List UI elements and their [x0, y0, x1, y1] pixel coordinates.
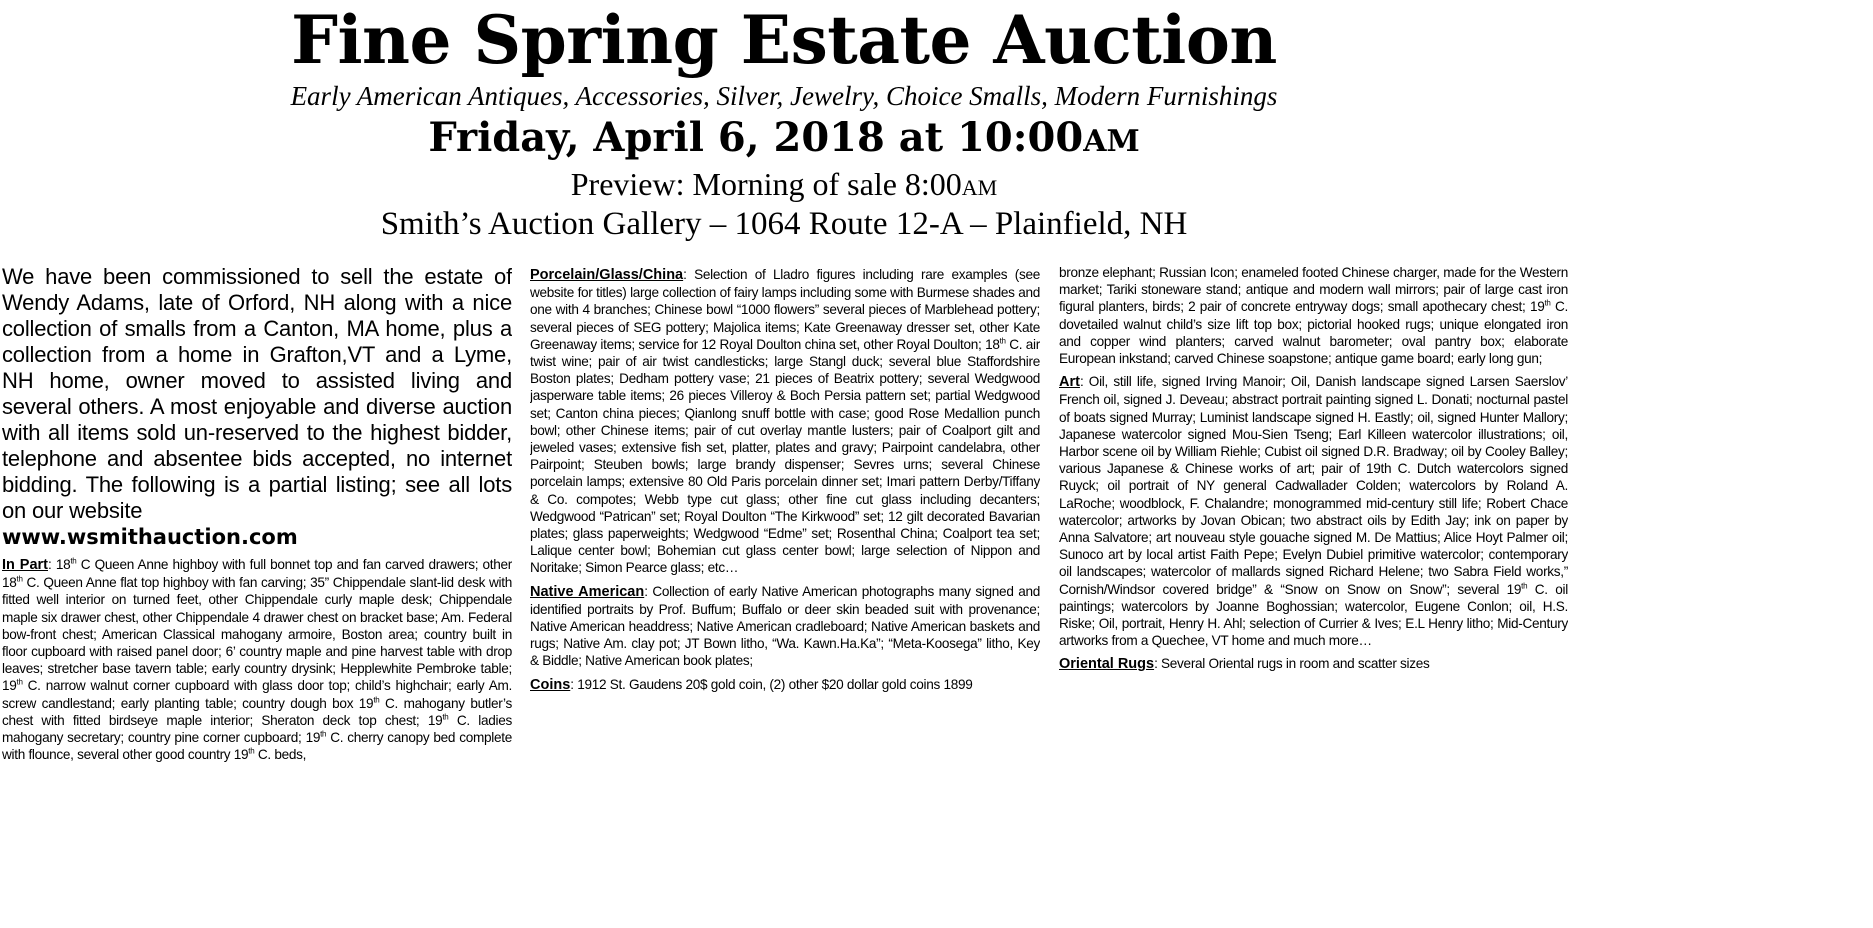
- auction-date: [0, 114, 1568, 166]
- superscript: th: [320, 729, 327, 739]
- section-continued: [1059, 264, 1568, 367]
- section-coins: [530, 676, 1040, 694]
- section-text: : Oil, still life, signed Irving Manoir; Oil, Danish landscape signed Larsen Saerslov’ French oil, signed J. Deveau; abstract portrait painting signed L. Donati; nocturnal pastel of boats signed Murray; Luminist landscape signed H. Eastly; oil, signed Hunter Mallory; Japanese watercolor signed Mou-Sien Tseng; Earl Killeen watercolor illustrations; oil, Harbor scene oil by William Riehle; Cubist oil signed D.R. Bradway; oil by Cooley Balley; various Japanese & Chinese works of art; pair of 19th C. Dutch watercolors signed Ruyck; oil portrait of NY general Cadwallader Colden; watercolors by Roland A. LaRoche; woodblock, F. Chalandre; monogrammed mid-century still life; Robert Chace watercolor; artworks by Jovan Obican; two abstract oils by Edith Jay; ink on paper by Anna Salvatore; art nouveau style gouache signed M. De Mattius; Alice Hoyt Palmer oil; Sunoco art by local artist Faith Pepe; Evelyn Dubiel primitive watercolor; contemporary oil landscapes; watercolor of mallards signed Richard Helene; two Sabra Field works,” Cornish/Windsor covered bridge” & “Snow on Snow on Snow”; several 19: [1059, 374, 1568, 597]
- section-heading: Native American: [530, 583, 645, 600]
- blank-margin: [1568, 0, 1873, 926]
- preview-time-main: Preview: Morning of sale 8:00: [570, 166, 962, 202]
- superscript: th: [373, 695, 380, 705]
- section-heading: Art: [1059, 374, 1080, 391]
- section-text: : Several Oriental rugs in room and scatter sizes: [1154, 656, 1430, 672]
- superscript: th: [999, 336, 1006, 346]
- preview-time: [0, 166, 1568, 206]
- auction-date-suffix: AM: [1083, 124, 1140, 159]
- preview-time-suffix: AM: [961, 175, 998, 200]
- section-in-part: [2, 556, 512, 763]
- section-text: C. beds,: [254, 747, 307, 763]
- column-right: [1059, 264, 1568, 926]
- section-text: C. oil paintings; watercolors by Joanne Boghossian; watercolor, Eugene Conlon; oil, H.S. Riske; Oil, portrait, Henry H. Ahl; selection of Currier & Ives; E.L Henry litho; Mid-Century artworks from a Quechee, VT home and much more…: [1059, 581, 1568, 649]
- superscript: th: [16, 574, 23, 584]
- superscript: th: [248, 746, 255, 756]
- column-middle: [530, 266, 1040, 928]
- superscript: th: [1521, 581, 1528, 591]
- section-porcelain: [530, 266, 1040, 577]
- website-link[interactable]: www.wsmithauction.com: [2, 525, 298, 549]
- section-text: C. narrow walnut corner cupboard with glass door top; child’s highchair; early Am. screw candlestand; early planting table; country dough box 19: [2, 678, 512, 711]
- section-text: : Selection of Lladro figures including rare examples (see website for titles) large collection of fairy lamps including some with Burmese shades and one with 4 branches; Chinese bowl “1000 flowers” several pieces of Marblehead pottery; several pieces of SEG pottery; Majolica items; Kate Greenaway dresser set, other Kate Greenaway items; service for 12 Royal Doulton china set, other Royal Doulton; 18: [530, 267, 1040, 352]
- auction-date-main: Friday, April 6, 2018 at 10:00: [428, 114, 1084, 161]
- section-heading: Oriental Rugs: [1059, 656, 1155, 673]
- section-text: bronze elephant; Russian Icon; enameled footed Chinese charger, made for the Western market; Tariki stoneware stand; antique and modern wall mirrors; pair of large cast iron figural planters, birds; 2 pair of concrete entryway dogs; small apothecary chest; 19: [1059, 265, 1568, 315]
- section-art: [1059, 373, 1568, 649]
- section-native-american: [530, 583, 1040, 670]
- section-oriental-rugs: [1059, 655, 1568, 673]
- auction-location: Smith’s Auction Gallery – 1064 Route 12-A – Plainfield, NH: [380, 206, 1188, 242]
- section-text: C. mahogany butler’s chest with fitted birdseye maple interior; Sheraton deck top chest; 19: [2, 695, 512, 728]
- section-text: C. dovetailed walnut child’s size lift top box; pictorial hooked rugs; unique elongated iron and copper wind planters; carved walnut barometer; oval pantry box; elaborate European inkstand; carved Chinese soapstone; antique game board; early long gun;: [1059, 299, 1568, 367]
- intro-paragraph: We have been commissioned to sell the estate of Wendy Adams, late of Orford, NH along with a nice collection of smalls from a Canton, MA home, plus a collection from a home in Grafton,VT and a Lyme, NH home, owner moved to assisted living and several others. A most enjoyable and diverse auction with all items sold un-reserved to the highest bidder, telephone and absentee bids accepted, no internet bidding. The following is a partial listing; see all lots on our website: [2, 264, 512, 523]
- section-text: : 18: [48, 557, 71, 572]
- section-text: : 1912 St. Gaudens 20$ gold coin, (2) other $20 dollar gold coins 1899: [570, 676, 973, 692]
- superscript: th: [16, 677, 23, 687]
- section-heading: Porcelain/Glass/China: [530, 267, 684, 283]
- superscript: th: [442, 712, 449, 722]
- section-text: C. ladies mahogany secretary; country pine corner cupboard; 19: [2, 712, 512, 746]
- auction-title: Fine Spring Estate Auction: [291, 1, 1277, 79]
- section-text: C Queen Anne highboy with full bonnet top and fan carved drawers; other 18: [2, 557, 512, 591]
- section-text: C. Queen Anne flat top highboy with fan carving; 35” Chippendale slant-lid desk with fitted well interior on turned feet, other Chippendale curly maple desk; Chippendale maple six drawer chest, other Chippendale 4 drawer chest on bracket base; Am. Federal bow-front chest; American Classical mahogany armoire, Boston area; country built in floor cupboard with raised panel door; 6’ country maple and pine harvest table with drop leaves; stretcher base tavern table; early country drysink; Hepplewhite Pembroke table; 19: [2, 575, 512, 694]
- auction-subtitle: Early American Antiques, Accessories, Silver, Jewelry, Choice Smalls, Modern Furnishings: [290, 81, 1278, 111]
- section-heading: Coins: [530, 676, 571, 693]
- section-text: : Collection of early Native American photographs many signed and identified portraits by Prof. Buffum; Buffalo or deer skin beaded suit with provenance; Native American headdress; Native American cradleboard; Native American baskets and rugs; Native Am. clay pot; JT Bown litho, “Wa. Kawn.Ha.Ka”; “Meta-Koosega” litho, Key & Biddle; Native American book plates;: [530, 583, 1040, 669]
- section-heading: In Part: [2, 557, 48, 573]
- section-text: C. air twist wine; pair of air twist candlesticks; large Stangl duck; several blue Staffordshire Boston plates; Dedham pottery vase; 21 pieces of Beatrix pottery; several Wedgwood jasperware table items; 26 pieces Villeroy & Boch Persia pattern set; partial Wedgwood set; Canton china pieces; Qianlong snuff bottle with case; good Rose Medallion punch bowl; other Chinese items; pair of cut overlay mantle lusters; pair of Coalport gilt and jeweled vases; extensive fish set, platter, plates and gravy; Pairpoint candelabra, other Pairpoint; Steuben bowls; large brandy dispenser; Sevres urns; several Chinese porcelain lamps; extensive 80 Old Paris porcelain dinner set; Imari pattern Derby/Tiffany & Co. compotes; Webb type cut glass; other fine cut glass including decanters; Wedgwood “Patrican” set; Royal Doulton “The Kirkwood” set; 12 gilt decorated Bavarian plates; glass paperweights; Wedgwood “Edme” set; Rosenthal China; Coalport tea set; Lalique center bowl; Bohemian cut glass center bowl; large selection of Nippon and Noritake; Simon Pearce glass; etc…: [530, 336, 1040, 576]
- column-left: [2, 264, 512, 926]
- superscript: th: [70, 556, 77, 566]
- section-text: C. cherry canopy bed complete with flounce, several other good country 19: [2, 730, 512, 763]
- superscript: th: [1544, 298, 1551, 308]
